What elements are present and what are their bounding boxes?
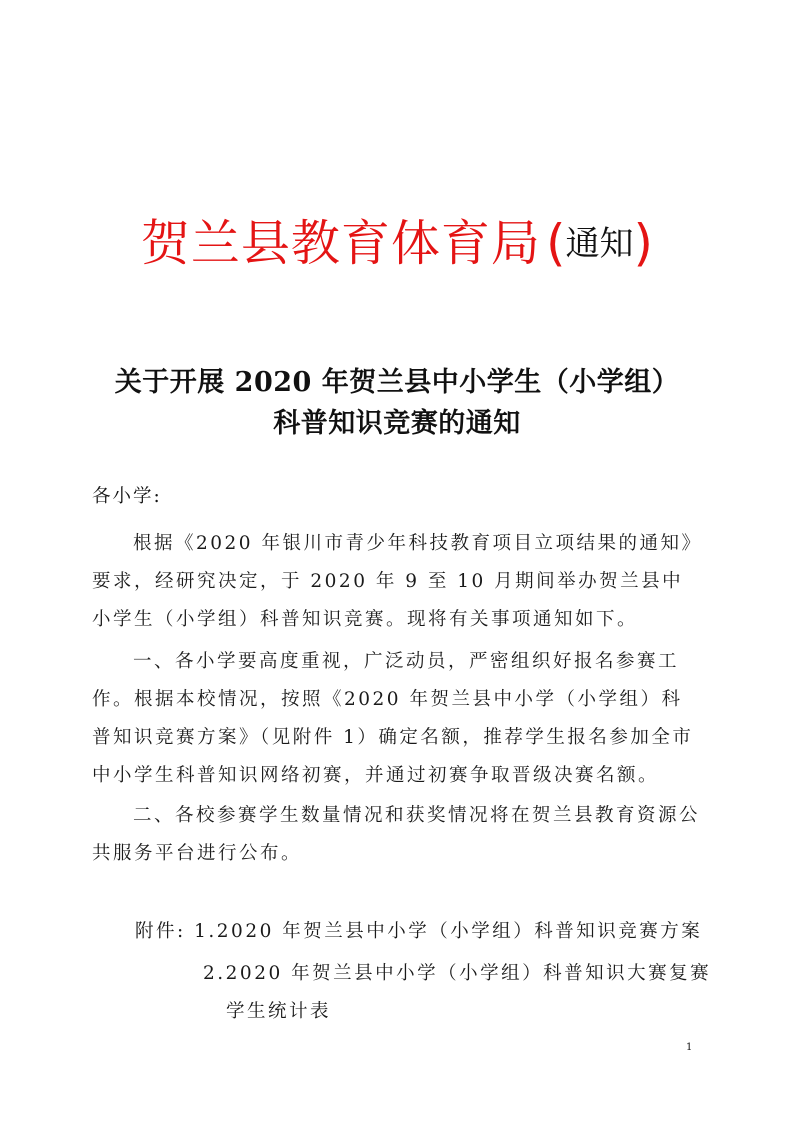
attachment-item-2-continued: 学生统计表 xyxy=(226,1001,332,1022)
salutation: 各小学: xyxy=(92,486,162,507)
letterhead-org-name: 贺兰县教育体育局 xyxy=(140,215,541,272)
attachment-label: 附件: xyxy=(135,921,186,942)
letterhead xyxy=(0,205,794,275)
page-number: 1 xyxy=(686,1042,693,1053)
body-paragraph: 一、各小学要高度重视，广泛动员，严密组织好报名参赛工作。根据本校情况，按照《2020 年贺兰县中小学（小学组）科普知识竞赛方案》（见附件 1）确定名额，推荐学生报名参加全市中小学生科普知识网络初赛，并通过初赛争取晋级决赛名额。 xyxy=(92,651,694,786)
body-paragraph: 二、各校参赛学生数量情况和获奖情况将在贺兰县教育资源公共服务平台进行公布。 xyxy=(92,805,701,864)
attachment-item-2: 2.2020 年贺兰县中小学（小学组）科普知识大赛复赛 xyxy=(203,963,712,984)
letterhead-doc-type: 通知 xyxy=(565,224,634,264)
attachment-item-1 xyxy=(135,913,702,951)
body-paragraph: 根据《2020 年银川市青少年科技教育项目立项结果的通知》要求，经研究决定，于 2020 年 9 至 10 月期间举办贺兰县中小学生（小学组）科普知识竞赛。现将有关事项通知如下。 xyxy=(92,533,694,630)
document-title-line-1: 关于开展 2020 年贺兰县中小学生（小学组） xyxy=(114,367,680,398)
document-title-line-2: 科普知识竞赛的通知 xyxy=(273,408,521,439)
attachment-text: 1.2020 年贺兰县中小学（小学组）科普知识竞赛方案 xyxy=(194,921,703,942)
letterhead-paren-close: ) xyxy=(633,214,654,272)
letterhead-paren-open: ( xyxy=(546,214,566,272)
